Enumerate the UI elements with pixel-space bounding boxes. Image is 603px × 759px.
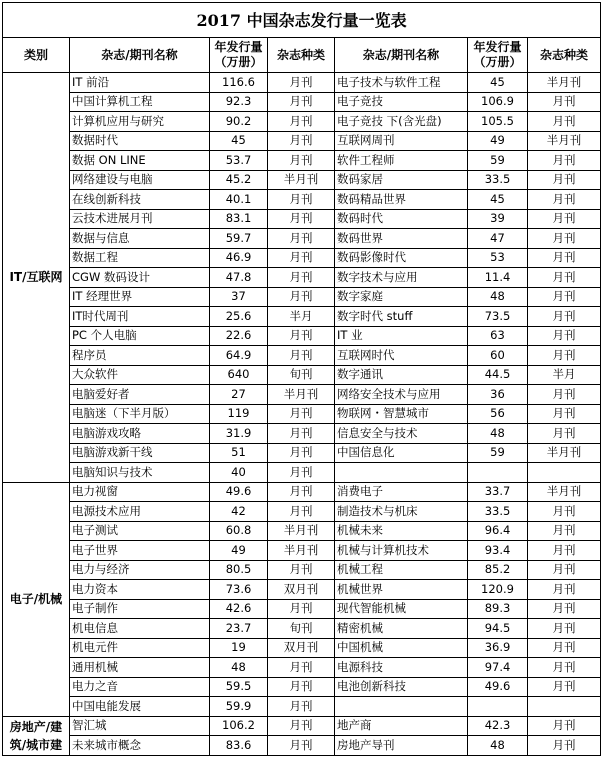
magazine-name: 计算机应用与研究 bbox=[70, 112, 210, 132]
circulation-value: 49 bbox=[468, 131, 528, 151]
magazine-name: 智汇城 bbox=[70, 716, 210, 736]
circulation-value: 60.8 bbox=[210, 521, 268, 541]
magazine-type: 月刊 bbox=[268, 404, 335, 424]
magazine-type: 半月刊 bbox=[268, 170, 335, 190]
table-row bbox=[3, 365, 601, 385]
table-row bbox=[3, 716, 601, 736]
circulation-value: 73.5 bbox=[468, 307, 528, 327]
magazine-type: 半月刊 bbox=[528, 482, 601, 502]
magazine-name: 房地产导刊 bbox=[335, 736, 468, 756]
magazine-name: 电脑迷（下半月版） bbox=[70, 404, 210, 424]
table-row bbox=[3, 287, 601, 307]
magazine-name: 在线创新科技 bbox=[70, 190, 210, 210]
magazine-name: IT时代周刊 bbox=[70, 307, 210, 327]
circulation-value: 56 bbox=[468, 404, 528, 424]
magazine-name: 电子竞技 bbox=[335, 92, 468, 112]
table-row bbox=[3, 92, 601, 112]
magazine-type: 月刊 bbox=[528, 580, 601, 600]
magazine-name: 数码精品世界 bbox=[335, 190, 468, 210]
magazine-type: 月刊 bbox=[528, 209, 601, 229]
magazine-name: 电子技术与软件工程 bbox=[335, 73, 468, 93]
table-row bbox=[3, 599, 601, 619]
magazine-type: 月刊 bbox=[268, 112, 335, 132]
circulation-value: 33.5 bbox=[468, 502, 528, 522]
header-name: 杂志/期刊名称 bbox=[70, 38, 210, 73]
magazine-type: 半月刊 bbox=[268, 541, 335, 561]
header-circulation: 年发行量 （万册） bbox=[210, 38, 268, 73]
circulation-value: 106.9 bbox=[468, 92, 528, 112]
circulation-value bbox=[468, 697, 528, 717]
circulation-value: 40.1 bbox=[210, 190, 268, 210]
circulation-value: 63 bbox=[468, 326, 528, 346]
table-row bbox=[3, 112, 601, 132]
table-row bbox=[3, 443, 601, 463]
magazine-name: 地产商 bbox=[335, 716, 468, 736]
magazine-type: 月刊 bbox=[528, 112, 601, 132]
magazine-name: 数码世界 bbox=[335, 229, 468, 249]
magazine-type: 半月刊 bbox=[528, 73, 601, 93]
circulation-value: 97.4 bbox=[468, 658, 528, 678]
magazine-name: 消费电子 bbox=[335, 482, 468, 502]
magazine-name: 数字时代 stuff bbox=[335, 307, 468, 327]
magazine-type: 旬刊 bbox=[268, 365, 335, 385]
circulation-value: 45 bbox=[468, 190, 528, 210]
magazine-name: 电脑游戏攻略 bbox=[70, 424, 210, 444]
magazine-name: 大众软件 bbox=[70, 365, 210, 385]
circulation-value: 49 bbox=[210, 541, 268, 561]
magazine-name: 中国电能发展 bbox=[70, 697, 210, 717]
magazine-name: 电力资本 bbox=[70, 580, 210, 600]
magazine-type: 月刊 bbox=[268, 658, 335, 678]
table-row bbox=[3, 307, 601, 327]
magazine-type: 月刊 bbox=[268, 716, 335, 736]
circulation-value: 85.2 bbox=[468, 560, 528, 580]
circulation-value: 51 bbox=[210, 443, 268, 463]
magazine-name: 程序员 bbox=[70, 346, 210, 366]
category-cell: IT/互联网 bbox=[3, 73, 70, 483]
header-circulation-2: 年发行量 （万册） bbox=[468, 38, 528, 73]
magazine-type: 月刊 bbox=[268, 151, 335, 171]
circulation-value: 22.6 bbox=[210, 326, 268, 346]
magazine-type: 月刊 bbox=[528, 638, 601, 658]
table-row bbox=[3, 346, 601, 366]
magazine-name: 机械世界 bbox=[335, 580, 468, 600]
circulation-value: 48 bbox=[468, 736, 528, 756]
magazine-type: 月刊 bbox=[268, 443, 335, 463]
header-type-2: 杂志种类 bbox=[528, 38, 601, 73]
circulation-value: 59.9 bbox=[210, 697, 268, 717]
magazine-type: 月刊 bbox=[528, 736, 601, 756]
magazine-type: 月刊 bbox=[528, 677, 601, 697]
magazine-name bbox=[335, 697, 468, 717]
magazine-type: 月刊 bbox=[528, 521, 601, 541]
circulation-value: 25.6 bbox=[210, 307, 268, 327]
magazine-name: 机电元件 bbox=[70, 638, 210, 658]
magazine-name: 电源科技 bbox=[335, 658, 468, 678]
magazine-name: 互联网周刊 bbox=[335, 131, 468, 151]
circulation-value: 47.8 bbox=[210, 268, 268, 288]
circulation-value: 94.5 bbox=[468, 619, 528, 639]
magazine-type: 月刊 bbox=[268, 190, 335, 210]
magazine-name: CGW 数码设计 bbox=[70, 268, 210, 288]
magazine-name: 数码时代 bbox=[335, 209, 468, 229]
magazine-type: 半月刊 bbox=[528, 131, 601, 151]
magazine-type: 月刊 bbox=[268, 677, 335, 697]
circulation-value: 19 bbox=[210, 638, 268, 658]
magazine-type: 月刊 bbox=[268, 482, 335, 502]
circulation-value: 33.7 bbox=[468, 482, 528, 502]
magazine-name: 网络安全技术与应用 bbox=[335, 385, 468, 405]
table-row bbox=[3, 482, 601, 502]
circulation-value: 45 bbox=[210, 131, 268, 151]
circulation-value: 37 bbox=[210, 287, 268, 307]
magazine-type: 月刊 bbox=[268, 599, 335, 619]
magazine-name: 物联网・智慧城市 bbox=[335, 404, 468, 424]
circulation-value: 53 bbox=[468, 248, 528, 268]
circulation-value: 83.1 bbox=[210, 209, 268, 229]
circulation-value: 42 bbox=[210, 502, 268, 522]
circulation-value: 11.4 bbox=[468, 268, 528, 288]
magazine-type: 半月刊 bbox=[528, 443, 601, 463]
magazine-name: 电脑游戏新干线 bbox=[70, 443, 210, 463]
magazine-table-container bbox=[2, 2, 600, 756]
table-row bbox=[3, 580, 601, 600]
circulation-value: 60 bbox=[468, 346, 528, 366]
circulation-value: 89.3 bbox=[468, 599, 528, 619]
header-category: 类别 bbox=[3, 38, 70, 73]
magazine-type: 旬刊 bbox=[268, 619, 335, 639]
circulation-value: 27 bbox=[210, 385, 268, 405]
magazine-name: 电池创新科技 bbox=[335, 677, 468, 697]
table-row bbox=[3, 541, 601, 561]
magazine-name: 数字通讯 bbox=[335, 365, 468, 385]
magazine-name: 电力与经济 bbox=[70, 560, 210, 580]
magazine-type bbox=[528, 463, 601, 483]
circulation-value: 59.7 bbox=[210, 229, 268, 249]
magazine-type: 月刊 bbox=[528, 619, 601, 639]
table-row bbox=[3, 268, 601, 288]
magazine-type: 月刊 bbox=[528, 716, 601, 736]
magazine-type: 月刊 bbox=[528, 346, 601, 366]
magazine-name: 互联网时代 bbox=[335, 346, 468, 366]
circulation-value: 36 bbox=[468, 385, 528, 405]
table-row bbox=[3, 736, 601, 756]
magazine-name: 中国信息化 bbox=[335, 443, 468, 463]
category-cell: 房地产/建筑/城市建 bbox=[3, 716, 70, 755]
circulation-value: 73.6 bbox=[210, 580, 268, 600]
magazine-name: 中国计算机工程 bbox=[70, 92, 210, 112]
magazine-type: 月刊 bbox=[268, 209, 335, 229]
magazine-type: 月刊 bbox=[268, 92, 335, 112]
magazine-name bbox=[335, 463, 468, 483]
circulation-value: 49.6 bbox=[468, 677, 528, 697]
table-row bbox=[3, 560, 601, 580]
circulation-value: 31.9 bbox=[210, 424, 268, 444]
magazine-name: 数据工程 bbox=[70, 248, 210, 268]
magazine-type: 月刊 bbox=[528, 268, 601, 288]
magazine-name: 云技术进展月刊 bbox=[70, 209, 210, 229]
magazine-name: 电子制作 bbox=[70, 599, 210, 619]
table-row bbox=[3, 248, 601, 268]
magazine-name: PC 个人电脑 bbox=[70, 326, 210, 346]
circulation-value: 92.3 bbox=[210, 92, 268, 112]
magazine-type: 月刊 bbox=[528, 385, 601, 405]
magazine-type: 月刊 bbox=[268, 131, 335, 151]
circulation-value: 83.6 bbox=[210, 736, 268, 756]
magazine-type: 月刊 bbox=[268, 736, 335, 756]
magazine-name: 电力视窗 bbox=[70, 482, 210, 502]
magazine-name: 未来城市概念 bbox=[70, 736, 210, 756]
circulation-value: 33.5 bbox=[468, 170, 528, 190]
table-row bbox=[3, 73, 601, 93]
table-row bbox=[3, 502, 601, 522]
magazine-name: 电脑爱好者 bbox=[70, 385, 210, 405]
table-row bbox=[3, 209, 601, 229]
circulation-value: 64.9 bbox=[210, 346, 268, 366]
magazine-type: 月刊 bbox=[528, 326, 601, 346]
table-row bbox=[3, 677, 601, 697]
magazine-name: 数码家居 bbox=[335, 170, 468, 190]
table-row bbox=[3, 190, 601, 210]
header-type: 杂志种类 bbox=[268, 38, 335, 73]
magazine-type: 半月刊 bbox=[268, 385, 335, 405]
magazine-type: 月刊 bbox=[268, 248, 335, 268]
magazine-type: 月刊 bbox=[268, 424, 335, 444]
magazine-name: 电子世界 bbox=[70, 541, 210, 561]
circulation-value: 80.5 bbox=[210, 560, 268, 580]
magazine-type: 月刊 bbox=[528, 92, 601, 112]
magazine-name: 数据 ON LINE bbox=[70, 151, 210, 171]
magazine-type: 月刊 bbox=[528, 658, 601, 678]
magazine-type: 月刊 bbox=[268, 463, 335, 483]
magazine-name: 机械与计算机技术 bbox=[335, 541, 468, 561]
table-row bbox=[3, 521, 601, 541]
table-row bbox=[3, 385, 601, 405]
magazine-name: 现代智能机械 bbox=[335, 599, 468, 619]
magazine-name: 机械工程 bbox=[335, 560, 468, 580]
circulation-value: 48 bbox=[468, 424, 528, 444]
circulation-value: 116.6 bbox=[210, 73, 268, 93]
magazine-name: 电力之音 bbox=[70, 677, 210, 697]
table-row bbox=[3, 229, 601, 249]
table-row bbox=[3, 619, 601, 639]
circulation-value: 44.5 bbox=[468, 365, 528, 385]
magazine-name: 软件工程师 bbox=[335, 151, 468, 171]
magazine-name: 信息安全与技术 bbox=[335, 424, 468, 444]
magazine-type: 月刊 bbox=[268, 502, 335, 522]
magazine-name: IT 业 bbox=[335, 326, 468, 346]
magazine-name: 数据与信息 bbox=[70, 229, 210, 249]
magazine-type: 双月刊 bbox=[268, 580, 335, 600]
circulation-value: 96.4 bbox=[468, 521, 528, 541]
magazine-name: 机械未来 bbox=[335, 521, 468, 541]
magazine-type: 月刊 bbox=[528, 151, 601, 171]
circulation-value: 42.6 bbox=[210, 599, 268, 619]
circulation-value: 45 bbox=[468, 73, 528, 93]
circulation-value: 49.6 bbox=[210, 482, 268, 502]
circulation-value: 48 bbox=[468, 287, 528, 307]
magazine-name: 精密机械 bbox=[335, 619, 468, 639]
magazine-type: 月刊 bbox=[528, 424, 601, 444]
header-name-2: 杂志/期刊名称 bbox=[335, 38, 468, 73]
magazine-type: 双月刊 bbox=[268, 638, 335, 658]
circulation-value bbox=[468, 463, 528, 483]
circulation-value: 39 bbox=[468, 209, 528, 229]
magazine-type: 月刊 bbox=[268, 697, 335, 717]
magazine-name: 中国机械 bbox=[335, 638, 468, 658]
magazine-type: 月刊 bbox=[528, 502, 601, 522]
magazine-name: 电源技术应用 bbox=[70, 502, 210, 522]
circulation-value: 119 bbox=[210, 404, 268, 424]
magazine-type: 月刊 bbox=[268, 229, 335, 249]
magazine-type: 半月刊 bbox=[268, 521, 335, 541]
category-cell: 电子/机械 bbox=[3, 482, 70, 716]
table-row bbox=[3, 326, 601, 346]
magazine-type: 月刊 bbox=[528, 248, 601, 268]
circulation-value: 23.7 bbox=[210, 619, 268, 639]
magazine-name: 数字家庭 bbox=[335, 287, 468, 307]
table-row bbox=[3, 463, 601, 483]
circulation-value: 40 bbox=[210, 463, 268, 483]
magazine-type: 月刊 bbox=[268, 287, 335, 307]
magazine-type: 月刊 bbox=[268, 326, 335, 346]
magazine-type: 月刊 bbox=[528, 404, 601, 424]
circulation-value: 45.2 bbox=[210, 170, 268, 190]
magazine-type: 半月 bbox=[528, 365, 601, 385]
header-row bbox=[3, 38, 601, 73]
circulation-value: 48 bbox=[210, 658, 268, 678]
circulation-value: 105.5 bbox=[468, 112, 528, 132]
table-row bbox=[3, 151, 601, 171]
circulation-value: 59 bbox=[468, 151, 528, 171]
page-title: 2017 中国杂志发行量一览表 bbox=[3, 3, 601, 38]
magazine-type: 月刊 bbox=[268, 346, 335, 366]
table-row bbox=[3, 638, 601, 658]
circulation-value: 47 bbox=[468, 229, 528, 249]
circulation-value: 640 bbox=[210, 365, 268, 385]
magazine-type: 月刊 bbox=[268, 73, 335, 93]
magazine-table bbox=[2, 2, 601, 756]
magazine-name: 制造技术与机床 bbox=[335, 502, 468, 522]
circulation-value: 59.5 bbox=[210, 677, 268, 697]
circulation-value: 53.7 bbox=[210, 151, 268, 171]
magazine-type bbox=[528, 697, 601, 717]
magazine-name: 电脑知识与技术 bbox=[70, 463, 210, 483]
magazine-type: 月刊 bbox=[528, 287, 601, 307]
magazine-name: IT 前沿 bbox=[70, 73, 210, 93]
circulation-value: 120.9 bbox=[468, 580, 528, 600]
magazine-type: 月刊 bbox=[528, 307, 601, 327]
table-row bbox=[3, 658, 601, 678]
circulation-value: 59 bbox=[468, 443, 528, 463]
magazine-type: 月刊 bbox=[528, 229, 601, 249]
magazine-name: 数码影像时代 bbox=[335, 248, 468, 268]
circulation-value: 36.9 bbox=[468, 638, 528, 658]
magazine-name: 通用机械 bbox=[70, 658, 210, 678]
circulation-value: 93.4 bbox=[468, 541, 528, 561]
magazine-type: 月刊 bbox=[528, 190, 601, 210]
magazine-name: 电子竞技 下(含光盘) bbox=[335, 112, 468, 132]
magazine-name: 数据时代 bbox=[70, 131, 210, 151]
circulation-value: 42.3 bbox=[468, 716, 528, 736]
magazine-type: 月刊 bbox=[528, 170, 601, 190]
table-row bbox=[3, 697, 601, 717]
circulation-value: 46.9 bbox=[210, 248, 268, 268]
circulation-value: 90.2 bbox=[210, 112, 268, 132]
table-row bbox=[3, 404, 601, 424]
magazine-type: 月刊 bbox=[528, 560, 601, 580]
magazine-name: 电子测试 bbox=[70, 521, 210, 541]
magazine-type: 月刊 bbox=[268, 560, 335, 580]
table-row bbox=[3, 131, 601, 151]
magazine-name: 数字技术与应用 bbox=[335, 268, 468, 288]
circulation-value: 106.2 bbox=[210, 716, 268, 736]
table-body bbox=[3, 73, 601, 756]
table-row bbox=[3, 170, 601, 190]
magazine-type: 月刊 bbox=[268, 268, 335, 288]
magazine-name: 网络建设与电脑 bbox=[70, 170, 210, 190]
magazine-name: 机电信息 bbox=[70, 619, 210, 639]
magazine-type: 月刊 bbox=[528, 541, 601, 561]
magazine-type: 月刊 bbox=[528, 599, 601, 619]
magazine-type: 半月 bbox=[268, 307, 335, 327]
table-row bbox=[3, 424, 601, 444]
magazine-name: IT 经理世界 bbox=[70, 287, 210, 307]
